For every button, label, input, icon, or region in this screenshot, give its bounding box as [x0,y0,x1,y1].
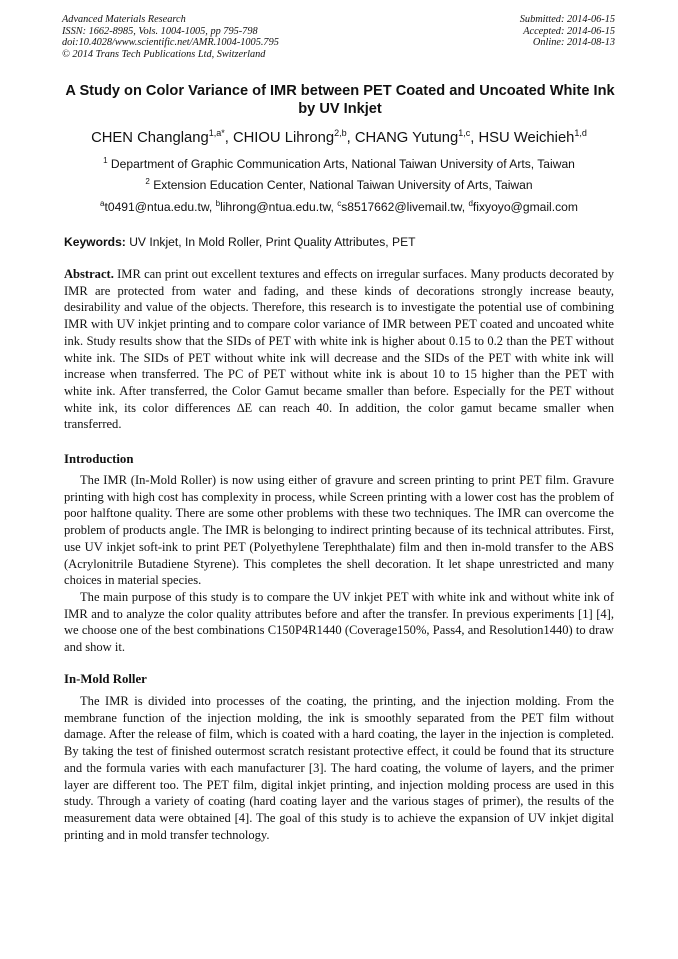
email: s8517662@livemail.tw, [341,200,469,214]
email: lihrong@ntua.edu.tw, [220,200,338,214]
imr-paragraph-1: The IMR is divided into processes of the coating, the printing, and the injection molding. From the membrane function of the injection molding, the ink is smoothly separated from the PET film without damage. After the release of film, which is coated with a hard coating, the layer in the injection is completed. By taking the test of finished outermost scratch resistant protective effect, it could be found that its structure and the formula varies with each manufacturer [3]. The hard coating, the volume of layers, and the primer layer are different too. The PET film, digital inkjet printing, and injection molding process are used in this study. Through a variety of coating (hard coating layer and the various stages of primer), the results of the measurement data were obtained [4]. The goal of this study is to achieve the expansion of UV inkjet digital printing and in mold transfer technology. [64,694,614,842]
author-sup: 1,d [574,128,587,138]
submission-dates [520,14,615,49]
journal-name: Advanced Materials Research [62,14,186,25]
keywords-text: UV Inkjet, In Mold Roller, Print Quality Attributes, PET [125,235,416,249]
online-date: Online: 2014-08-13 [532,37,615,49]
author-sup: 1,c [458,128,471,138]
section-heading: Introduction [64,452,134,466]
section-heading: In-Mold Roller [64,672,147,686]
paper-title: A Study on Color Variance of IMR between PET Coated and Uncoated White Ink by UV Inkjet [65,83,615,117]
abstract [64,266,614,433]
author-name: CHIOU Lihrong [232,130,335,146]
email-sup: b [215,199,221,208]
journal-info [62,14,279,60]
abstract-text: IMR can print out excellent textures and effects on irregular surfaces. Many products decorated by IMR are protected from water and fading, and these kinds of decorations strongly increase beauty, desirability and value of the objects. Therefore, this research is to investigate the potential use of combining IMR with UV inkjet printing and to compare color variance of IMR between PET coated and uncoated white ink. Study results show that the SIDs of PET with white ink is higher about 0.15 to 0.2 than the PET without white ink. The SIDs of PET without white ink will decrease and the SIDs of the PET with white ink will increase when transferred. The PC of PET without white ink is about 10 to 15 higher than the PET with white ink. After transferred, the Color Gamut became smaller than before. Especially for the PET without white ink, its color differences ∆E can reach 40. In addition, the color gamut became smaller when transferred. [64,267,614,432]
author-sep: , [346,130,355,146]
affiliation-text: Department of Graphic Communication Arts, National Taiwan University of Arts, Taiwan [110,157,575,171]
email-sup: a [100,199,105,208]
affiliation-text: Extension Education Center, National Taiwan University of Arts, Taiwan [153,178,533,192]
intro-paragraph-2: The main purpose of this study is to compare the UV inkjet PET with white ink and without white ink of IMR and to analyze the color quality attributes before and after the transfer. In previous experiments [1] [4], we choose one of the best combinations C150P4R1440 (Coverage150%, Pass4, and Resolution1440) to draw and show it. [64,590,614,655]
affiliation-1 [40,157,638,172]
copyright-line: © 2014 Trans Tech Publications Ltd, Switzerland [62,48,266,60]
author-name: HSU Weichieh [478,130,575,146]
author-name: CHANG Yutung [354,130,459,146]
keywords [64,235,624,250]
author-sup: 1,a* [208,128,225,138]
email-sup: c [337,199,342,208]
accepted-date: Accepted: 2014-06-15 [523,25,615,37]
author-sep: , [470,130,479,146]
author-sup: 2,b [334,128,347,138]
author-name: CHEN Changlang [91,130,209,146]
affiliation-sup: 2 [145,177,150,186]
author-list [40,129,638,147]
abstract-label: Abstract. [64,267,114,281]
doi-line: doi:10.4028/www.scientific.net/AMR.1004-1005.795 [62,37,279,49]
keywords-label: Keywords: [64,235,126,249]
intro-paragraph-1: The IMR (In-Mold Roller) is now using either of gravure and screen printing to print PET film. Gravure printing with high cost has complexity in process, while Screen printing with a lower cost has the problem of poor halftone quality. There are some other problems with these two techniques. The IMR can overcome the problem of products angle. The IMR is belonging to indirect printing because of its technical attributes. First, use UV inkjet soft-ink to print PET (Polyethylene Terephthalate) film and then in-mold transfer to the ABS (Acrylonitrile Butadiene Styrene). This completes the shell decoration. It let shape unrestricted and many choices in material species. [64,473,614,588]
author-sep: , [224,130,233,146]
email: t0491@ntua.edu.tw, [104,200,216,214]
issn-line: ISSN: 1662-8985, Vols. 1004-1005, pp 795-798 [62,25,258,37]
affiliation-sup: 1 [103,156,108,165]
email-list [40,200,638,215]
submitted-date: Submitted: 2014-06-15 [519,14,615,25]
affiliation-2 [40,178,638,193]
email-sup: d [468,199,473,208]
email: fixyoyo@gmail.com [472,200,578,214]
